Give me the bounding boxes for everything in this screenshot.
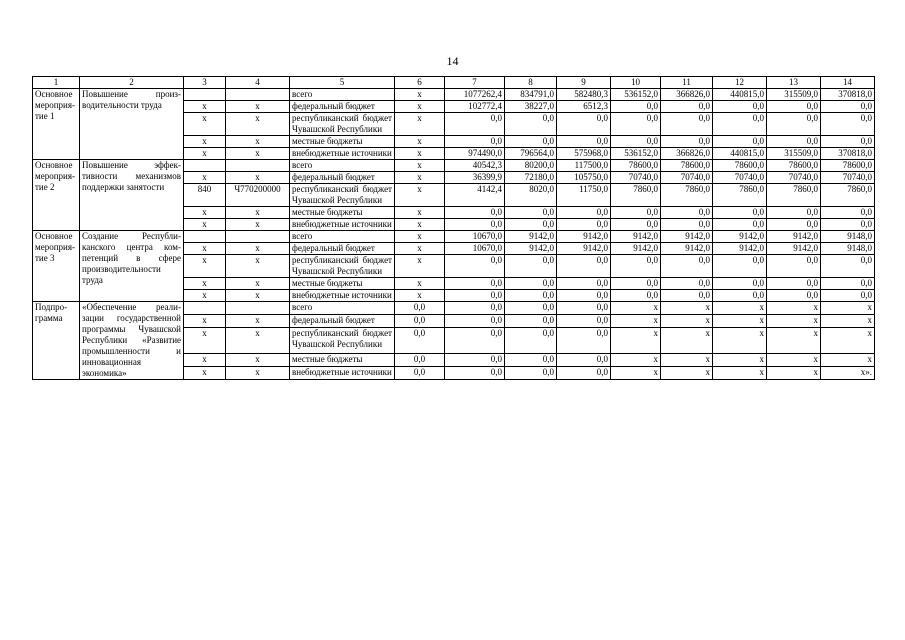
col3-cell — [184, 302, 226, 315]
amount-cell: 9142,0 — [661, 231, 713, 243]
col4-cell — [226, 302, 290, 315]
funding-source: местные бюджеты — [290, 353, 395, 366]
header-cell-13: 13 — [767, 77, 821, 89]
header-row — [33, 77, 875, 89]
amount-cell: 0,0 — [445, 290, 505, 302]
amount-cell: 0,0 — [445, 278, 505, 290]
funding-source: местные бюджеты — [290, 136, 395, 148]
col3-cell: x — [184, 366, 226, 379]
col3-cell: x — [184, 255, 226, 278]
amount-cell: 78600,0 — [713, 160, 767, 172]
amount-cell: 370818,0 — [821, 89, 875, 101]
amount-cell: 315509,0 — [767, 148, 821, 160]
header-cell-6: 6 — [395, 77, 445, 89]
amount-cell: 0,0 — [713, 113, 767, 136]
amount-cell: 0,0 — [661, 101, 713, 113]
amount-cell: 0,0 — [557, 302, 611, 315]
amount-cell: 78600,0 — [821, 160, 875, 172]
amount-cell: 0,0 — [445, 315, 505, 328]
amount-cell: 0,0 — [767, 207, 821, 219]
amount-cell: 0,0 — [713, 278, 767, 290]
amount-cell: 0,0 — [445, 302, 505, 315]
amount-cell: 0,0 — [445, 207, 505, 219]
col6-cell: x — [395, 243, 445, 255]
amount-cell: 0,0 — [821, 113, 875, 136]
budget-table — [32, 76, 875, 380]
amount-cell: 0,0 — [661, 290, 713, 302]
amount-cell: 7860,0 — [611, 184, 661, 207]
amount-cell: 0,0 — [445, 136, 505, 148]
amount-cell: 9148,0 — [821, 243, 875, 255]
amount-cell: 8020,0 — [505, 184, 557, 207]
col6-cell: 0,0 — [395, 302, 445, 315]
amount-cell: 575968,0 — [557, 148, 611, 160]
amount-cell: 0,0 — [713, 136, 767, 148]
amount-cell: x — [661, 328, 713, 353]
amount-cell: 0,0 — [505, 302, 557, 315]
amount-cell: 70740,0 — [767, 172, 821, 184]
amount-cell: 0,0 — [661, 113, 713, 136]
col4-cell: x — [226, 255, 290, 278]
funding-source: местные бюджеты — [290, 278, 395, 290]
amount-cell: 9142,0 — [557, 243, 611, 255]
amount-cell: 0,0 — [557, 278, 611, 290]
col6-cell: x — [395, 278, 445, 290]
amount-cell: 0,0 — [557, 136, 611, 148]
amount-cell: 78600,0 — [611, 160, 661, 172]
header-cell-3: 3 — [184, 77, 226, 89]
amount-cell: 974490,0 — [445, 148, 505, 160]
table-row — [33, 231, 875, 243]
header-cell-9: 9 — [557, 77, 611, 89]
amount-cell: 0,0 — [557, 353, 611, 366]
amount-cell: 0,0 — [661, 219, 713, 231]
amount-cell: 0,0 — [505, 290, 557, 302]
activity-label: Подпрограмма — [33, 302, 80, 380]
amount-cell: 1077262,4 — [445, 89, 505, 101]
amount-cell: 0,0 — [557, 366, 611, 379]
amount-cell: 40542,3 — [445, 160, 505, 172]
amount-cell: 7860,0 — [661, 184, 713, 207]
amount-cell: 0,0 — [611, 290, 661, 302]
amount-cell: 70740,0 — [661, 172, 713, 184]
col4-cell: Ч770200000 — [226, 184, 290, 207]
funding-source: республиканский бюджет Чувашской Республики — [290, 113, 395, 136]
col6-cell: 0,0 — [395, 353, 445, 366]
amount-cell: 366826,0 — [661, 89, 713, 101]
funding-source: всего — [290, 231, 395, 243]
amount-cell: 9142,0 — [661, 243, 713, 255]
activity-name: Создание Республиканского центра компетенций в сфере производительности труда — [80, 231, 184, 302]
amount-cell: 0,0 — [505, 207, 557, 219]
col3-cell: x — [184, 172, 226, 184]
activity-label: Основное мероприятие 3 — [33, 231, 80, 302]
amount-cell: 0,0 — [767, 101, 821, 113]
col4-cell: x — [226, 366, 290, 379]
amount-cell: x — [611, 302, 661, 315]
amount-cell: 0,0 — [445, 328, 505, 353]
amount-cell: 366826,0 — [661, 148, 713, 160]
col3-cell: x — [184, 219, 226, 231]
table-row — [33, 89, 875, 101]
amount-cell: 0,0 — [661, 136, 713, 148]
funding-source: внебюджетные источники — [290, 290, 395, 302]
col3-cell: x — [184, 328, 226, 353]
amount-cell: x — [713, 328, 767, 353]
amount-cell: 0,0 — [713, 207, 767, 219]
col3-cell: x — [184, 113, 226, 136]
amount-cell: 9142,0 — [611, 231, 661, 243]
col3-cell: x — [184, 315, 226, 328]
amount-cell: 9142,0 — [505, 243, 557, 255]
amount-cell: 0,0 — [821, 278, 875, 290]
amount-cell: 7860,0 — [821, 184, 875, 207]
funding-source: федеральный бюджет — [290, 101, 395, 113]
amount-cell: 0,0 — [767, 136, 821, 148]
funding-source: внебюджетные источники — [290, 366, 395, 379]
col3-cell: x — [184, 101, 226, 113]
col4-cell: x — [226, 353, 290, 366]
header-cell-12: 12 — [713, 77, 767, 89]
amount-cell: x — [821, 328, 875, 353]
col6-cell: x — [395, 172, 445, 184]
page-number: 14 — [446, 54, 459, 68]
amount-cell: 0,0 — [505, 315, 557, 328]
amount-cell: 0,0 — [821, 136, 875, 148]
col3-cell: x — [184, 353, 226, 366]
col4-cell: x — [226, 328, 290, 353]
col6-cell: x — [395, 184, 445, 207]
col3-cell: x — [184, 136, 226, 148]
amount-cell: x — [611, 353, 661, 366]
funding-source: федеральный бюджет — [290, 243, 395, 255]
amount-cell: 0,0 — [505, 219, 557, 231]
amount-cell: 0,0 — [611, 255, 661, 278]
amount-cell: x — [821, 353, 875, 366]
table-row — [33, 160, 875, 172]
amount-cell: 0,0 — [557, 219, 611, 231]
amount-cell: 80200,0 — [505, 160, 557, 172]
amount-cell: 70740,0 — [713, 172, 767, 184]
amount-cell: x — [767, 328, 821, 353]
col4-cell — [226, 89, 290, 101]
amount-cell: 440815,0 — [713, 89, 767, 101]
amount-cell: 38227,0 — [505, 101, 557, 113]
amount-cell: 0,0 — [661, 207, 713, 219]
amount-cell: 4142,4 — [445, 184, 505, 207]
amount-cell: 0,0 — [505, 366, 557, 379]
amount-cell: 117500,0 — [557, 160, 611, 172]
amount-cell: 0,0 — [821, 255, 875, 278]
amount-cell: 0,0 — [713, 219, 767, 231]
amount-cell: 0,0 — [713, 290, 767, 302]
amount-cell: 536152,0 — [611, 89, 661, 101]
col3-cell: x — [184, 278, 226, 290]
amount-cell: x — [661, 315, 713, 328]
activity-name: Повышение эффективности механизмов поддержки занятости — [80, 160, 184, 231]
header-cell-8: 8 — [505, 77, 557, 89]
amount-cell: x — [767, 315, 821, 328]
amount-cell: x — [661, 302, 713, 315]
amount-cell: 0,0 — [821, 290, 875, 302]
funding-source: всего — [290, 160, 395, 172]
amount-cell: 10670,0 — [445, 231, 505, 243]
amount-cell: x — [713, 302, 767, 315]
amount-cell: 315509,0 — [767, 89, 821, 101]
amount-cell: 0,0 — [557, 315, 611, 328]
amount-cell: 9142,0 — [767, 243, 821, 255]
col4-cell: x — [226, 136, 290, 148]
col6-cell: x — [395, 148, 445, 160]
amount-cell: 0,0 — [767, 113, 821, 136]
amount-cell: 582480,3 — [557, 89, 611, 101]
activity-label: Основное мероприятие 1 — [33, 89, 80, 160]
amount-cell: 0,0 — [767, 255, 821, 278]
col6-cell: x — [395, 101, 445, 113]
amount-cell: 0,0 — [767, 219, 821, 231]
amount-cell: 0,0 — [557, 328, 611, 353]
amount-cell: 0,0 — [505, 328, 557, 353]
amount-cell: x — [767, 353, 821, 366]
amount-cell: 0,0 — [505, 136, 557, 148]
header-cell-10: 10 — [611, 77, 661, 89]
col3-cell: x — [184, 290, 226, 302]
amount-cell: 0,0 — [713, 101, 767, 113]
col3-cell — [184, 160, 226, 172]
funding-source: республиканский бюджет Чувашской Республики — [290, 255, 395, 278]
col3-cell: x — [184, 243, 226, 255]
amount-cell: 0,0 — [445, 366, 505, 379]
amount-cell: 0,0 — [821, 101, 875, 113]
funding-source: внебюджетные источники — [290, 219, 395, 231]
amount-cell: 9142,0 — [713, 231, 767, 243]
amount-cell: 0,0 — [505, 255, 557, 278]
col3-cell — [184, 231, 226, 243]
amount-cell: 0,0 — [557, 113, 611, 136]
funding-source: республиканский бюджет Чувашской Республики — [290, 328, 395, 353]
amount-cell: 9142,0 — [713, 243, 767, 255]
amount-cell: 796564,0 — [505, 148, 557, 160]
header-cell-4: 4 — [226, 77, 290, 89]
header-cell-1: 1 — [33, 77, 80, 89]
activity-name: Повышение производительности труда — [80, 89, 184, 160]
amount-cell: 7860,0 — [767, 184, 821, 207]
amount-cell: 72180,0 — [505, 172, 557, 184]
activity-label: Основное мероприятие 2 — [33, 160, 80, 231]
funding-source: федеральный бюджет — [290, 172, 395, 184]
header-cell-14: 14 — [821, 77, 875, 89]
col4-cell: x — [226, 243, 290, 255]
amount-cell: x — [821, 315, 875, 328]
amount-cell: 10670,0 — [445, 243, 505, 255]
col4-cell: x — [226, 290, 290, 302]
col6-cell: 0,0 — [395, 328, 445, 353]
col4-cell — [226, 160, 290, 172]
col6-cell: 0,0 — [395, 366, 445, 379]
amount-cell: x — [713, 315, 767, 328]
col6-cell: 0,0 — [395, 315, 445, 328]
funding-source: внебюджетные источники — [290, 148, 395, 160]
header-cell-5: 5 — [290, 77, 395, 89]
amount-cell: 370818,0 — [821, 148, 875, 160]
amount-cell: 11750,0 — [557, 184, 611, 207]
amount-cell: 9142,0 — [611, 243, 661, 255]
amount-cell: 0,0 — [445, 255, 505, 278]
amount-cell: 0,0 — [821, 219, 875, 231]
amount-cell: 440815,0 — [713, 148, 767, 160]
amount-cell: 36399,9 — [445, 172, 505, 184]
col3-cell: x — [184, 148, 226, 160]
amount-cell: 0,0 — [611, 101, 661, 113]
amount-cell: 70740,0 — [821, 172, 875, 184]
amount-cell: 0,0 — [445, 353, 505, 366]
amount-cell: 0,0 — [713, 255, 767, 278]
amount-cell: 834791,0 — [505, 89, 557, 101]
funding-source: местные бюджеты — [290, 207, 395, 219]
amount-cell: 0,0 — [611, 207, 661, 219]
col4-cell: x — [226, 315, 290, 328]
col3-cell — [184, 89, 226, 101]
amount-cell: 78600,0 — [767, 160, 821, 172]
activity-name: «Обеспечение реализации государственной программы Чувашской Республики «Развитие промышленности и инновационная экономика» — [80, 302, 184, 380]
amount-cell: 0,0 — [557, 255, 611, 278]
amount-cell: 0,0 — [557, 207, 611, 219]
col6-cell: x — [395, 231, 445, 243]
col6-cell: x — [395, 136, 445, 148]
amount-cell: 102772,4 — [445, 101, 505, 113]
col3-cell: x — [184, 207, 226, 219]
amount-cell: x — [713, 353, 767, 366]
funding-source: республиканский бюджет Чувашской Республики — [290, 184, 395, 207]
col4-cell: x — [226, 148, 290, 160]
amount-cell: x — [661, 366, 713, 379]
amount-cell: x — [713, 366, 767, 379]
amount-cell: 0,0 — [611, 219, 661, 231]
amount-cell: 70740,0 — [611, 172, 661, 184]
amount-cell: 0,0 — [505, 278, 557, 290]
col4-cell: x — [226, 113, 290, 136]
amount-cell: 0,0 — [557, 290, 611, 302]
header-cell-2: 2 — [80, 77, 184, 89]
amount-cell: 0,0 — [767, 278, 821, 290]
col6-cell: x — [395, 113, 445, 136]
amount-cell: 0,0 — [445, 113, 505, 136]
funding-source: всего — [290, 302, 395, 315]
col6-cell: x — [395, 89, 445, 101]
funding-source: всего — [290, 89, 395, 101]
amount-cell: 9142,0 — [557, 231, 611, 243]
col6-cell: x — [395, 219, 445, 231]
col4-cell: x — [226, 101, 290, 113]
amount-cell: 78600,0 — [661, 160, 713, 172]
amount-cell: 0,0 — [821, 207, 875, 219]
amount-cell: 536152,0 — [611, 148, 661, 160]
amount-cell: 0,0 — [661, 278, 713, 290]
amount-cell: x — [611, 366, 661, 379]
amount-cell: 0,0 — [505, 113, 557, 136]
amount-cell: x — [661, 353, 713, 366]
amount-cell: 0,0 — [661, 255, 713, 278]
amount-cell: 0,0 — [611, 113, 661, 136]
col6-cell: x — [395, 207, 445, 219]
header-cell-11: 11 — [661, 77, 713, 89]
table-row — [33, 302, 875, 315]
amount-cell: 9148,0 — [821, 231, 875, 243]
funding-source: федеральный бюджет — [290, 315, 395, 328]
amount-cell: x». — [821, 366, 875, 379]
amount-cell: 0,0 — [445, 219, 505, 231]
col4-cell — [226, 231, 290, 243]
col6-cell: x — [395, 255, 445, 278]
amount-cell: 0,0 — [611, 136, 661, 148]
col4-cell: x — [226, 219, 290, 231]
amount-cell: x — [767, 302, 821, 315]
col4-cell: x — [226, 172, 290, 184]
col4-cell: x — [226, 207, 290, 219]
amount-cell: x — [821, 302, 875, 315]
amount-cell: 9142,0 — [767, 231, 821, 243]
amount-cell: 105750,0 — [557, 172, 611, 184]
amount-cell: 0,0 — [611, 278, 661, 290]
amount-cell: x — [611, 315, 661, 328]
amount-cell: x — [611, 328, 661, 353]
amount-cell: 7860,0 — [713, 184, 767, 207]
amount-cell: 0,0 — [505, 353, 557, 366]
col6-cell: x — [395, 290, 445, 302]
amount-cell: 9142,0 — [505, 231, 557, 243]
amount-cell: 6512,3 — [557, 101, 611, 113]
amount-cell: x — [767, 366, 821, 379]
amount-cell: 0,0 — [767, 290, 821, 302]
col3-cell: 840 — [184, 184, 226, 207]
header-cell-7: 7 — [445, 77, 505, 89]
col6-cell: x — [395, 160, 445, 172]
col4-cell: x — [226, 278, 290, 290]
